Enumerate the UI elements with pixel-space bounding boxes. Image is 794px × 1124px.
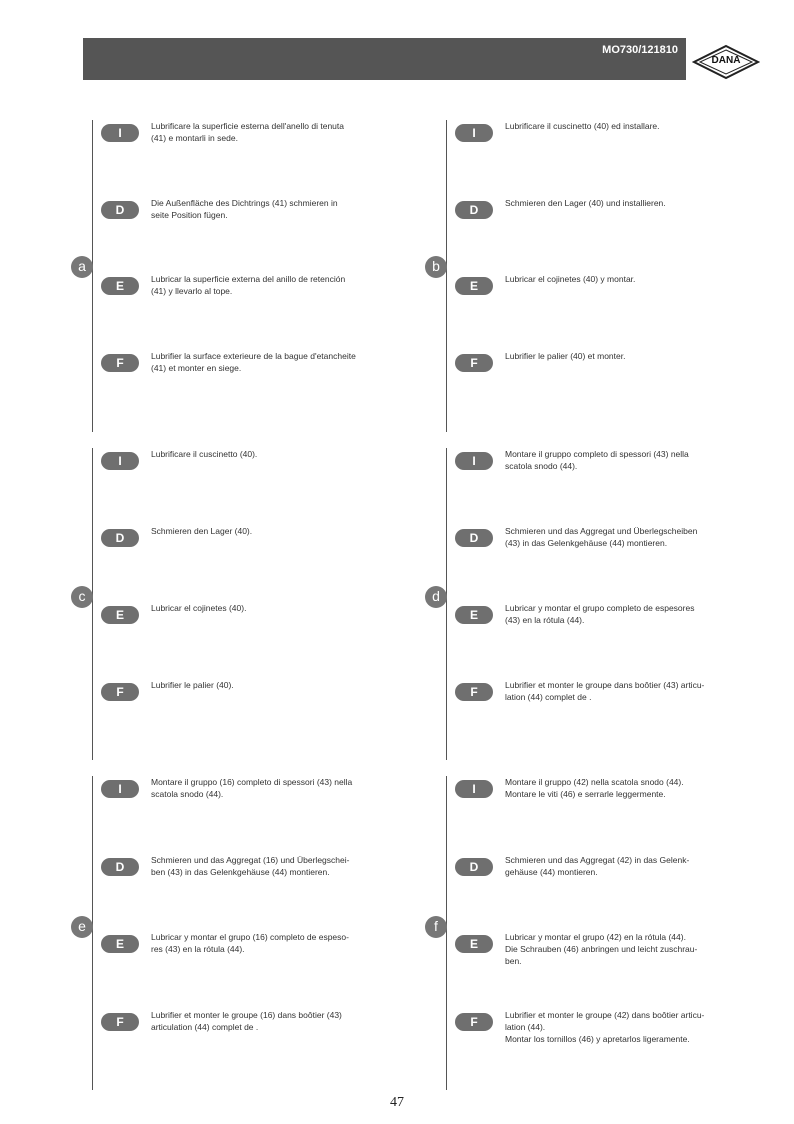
left-column-rule-3	[92, 776, 93, 1090]
language-badge: I	[455, 452, 493, 470]
language-badge: D	[455, 858, 493, 876]
language-badge: D	[101, 529, 139, 547]
language-badge: F	[455, 683, 493, 701]
language-badge: F	[101, 354, 139, 372]
language-badge: D	[101, 201, 139, 219]
section-letter-a: a	[71, 256, 93, 278]
left-column-rule-2	[92, 448, 93, 760]
instruction-text: Lubrificare il cuscinetto (40).	[151, 449, 258, 459]
right-column-rule-3	[446, 776, 447, 1090]
header-bar	[83, 38, 686, 80]
language-badge: I	[455, 780, 493, 798]
instruction-text: Lubrifier et monter le groupe (16) dans boôtier (43) articulation (44) complet de .	[151, 1010, 342, 1032]
instruction-text: Schmieren und das Aggregat (42) in das Gelenk- gehäuse (44) montieren.	[505, 855, 690, 877]
section-letter-f: f	[425, 916, 447, 938]
language-badge: E	[455, 606, 493, 624]
language-badge: E	[455, 935, 493, 953]
language-badge: E	[455, 277, 493, 295]
section-letter-e: e	[71, 916, 93, 938]
left-column-rule-1	[92, 120, 93, 432]
document-code: MO730/121810	[602, 44, 678, 56]
instruction-text: Lubrifier et monter le groupe dans boôtier (43) articu- lation (44) complet de .	[505, 680, 705, 702]
instruction-text: Montare il gruppo (42) nella scatola snodo (44). Montare le viti (46) e serrarle leggermente.	[505, 777, 684, 799]
instruction-text: Lubricar y montar el grupo completo de espesores (43) en la rótula (44).	[505, 603, 695, 625]
language-badge: F	[101, 683, 139, 701]
language-badge: F	[455, 1013, 493, 1031]
instruction-text: Lubricar el cojinetes (40).	[151, 603, 247, 613]
language-badge: I	[101, 124, 139, 142]
instruction-text: Montare il gruppo (16) completo di spessori (43) nella scatola snodo (44).	[151, 777, 353, 799]
language-badge: I	[455, 124, 493, 142]
instruction-text: Schmieren und das Aggregat und Überlegscheiben (43) in das Gelenkgehäuse (44) montieren.	[505, 526, 698, 548]
language-badge: F	[455, 354, 493, 372]
instruction-text: Schmieren den Lager (40).	[151, 526, 253, 536]
right-column-rule-1	[446, 120, 447, 432]
language-badge: E	[101, 935, 139, 953]
language-badge: F	[101, 1013, 139, 1031]
instruction-text: Schmieren und das Aggregat (16) und Überlegschei- ben (43) in das Gelenkgehäuse (44) montieren.	[151, 855, 350, 877]
instruction-text: Lubrificare la superficie esterna dell'anello di tenuta (41) e montarli in sede.	[151, 121, 344, 143]
language-badge: D	[455, 529, 493, 547]
language-badge: D	[101, 858, 139, 876]
page-number: 47	[390, 1095, 404, 1110]
section-letter-c: c	[71, 586, 93, 608]
language-badge: E	[101, 277, 139, 295]
language-badge: D	[455, 201, 493, 219]
instruction-text: Montare il gruppo completo di spessori (43) nella scatola snodo (44).	[505, 449, 689, 471]
instruction-text: Lubrifier le palier (40).	[151, 680, 234, 690]
instruction-text: Lubricar el cojinetes (40) y montar.	[505, 274, 636, 284]
dana-logo	[692, 44, 760, 80]
instruction-text: Lubricar y montar el grupo (16) completo de espeso- res (43) en la rótula (44).	[151, 932, 349, 954]
instruction-text: Lubrifier la surface exterieure de la bague d'etancheite (41) et monter en siege.	[151, 351, 356, 373]
language-badge: I	[101, 780, 139, 798]
instruction-text: Lubricar y montar el grupo (42) en la rótula (44). Die Schrauben (46) anbringen und leicht zuschrau- ben.	[505, 932, 698, 966]
instruction-text: Lubricar la superficie externa del anillo de retención (41) y llevarlo al tope.	[151, 274, 346, 296]
instruction-text: Lubrifier le palier (40) et monter.	[505, 351, 626, 361]
instruction-text: Schmieren den Lager (40) und installieren.	[505, 198, 666, 208]
instruction-text: Die Außenfläche des Dichtrings (41) schmieren in seite Position fügen.	[151, 198, 338, 220]
right-column-rule-2	[446, 448, 447, 760]
language-badge: I	[101, 452, 139, 470]
section-letter-d: d	[425, 586, 447, 608]
instruction-text: Lubrifier et monter le groupe (42) dans boôtier articu- lation (44). Montar los tornillos (46) y apretarlos ligeramente.	[505, 1010, 705, 1044]
language-badge: E	[101, 606, 139, 624]
logo-text: DANA	[711, 55, 741, 66]
instruction-text: Lubrificare il cuscinetto (40) ed installare.	[505, 121, 660, 131]
section-letter-b: b	[425, 256, 447, 278]
